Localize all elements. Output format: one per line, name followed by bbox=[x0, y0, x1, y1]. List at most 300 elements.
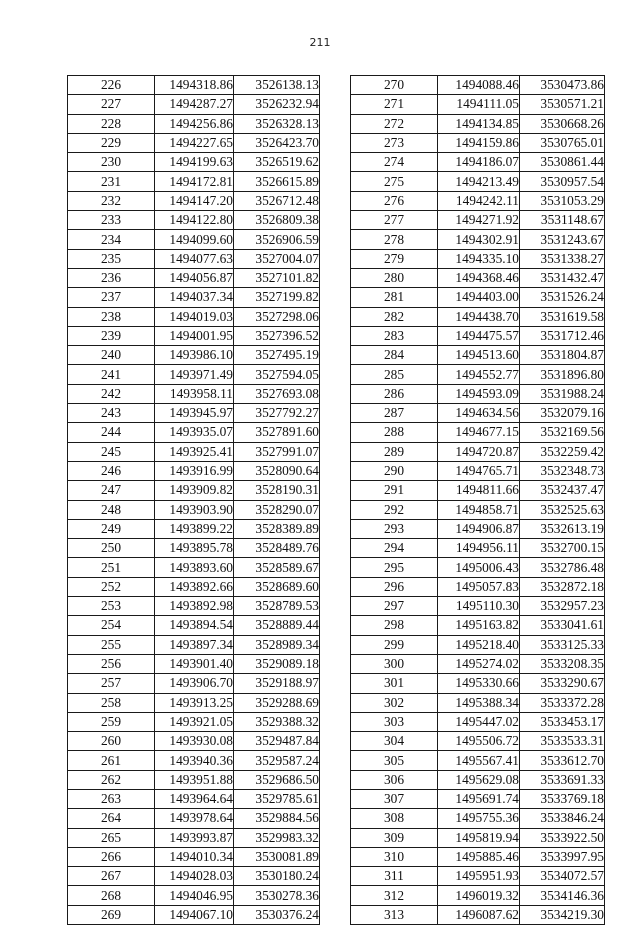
point-number-cell: 289 bbox=[351, 442, 438, 461]
point-number-cell: 272 bbox=[351, 114, 438, 133]
point-number-cell: 238 bbox=[68, 307, 155, 326]
y-coordinate-cell: 3529884.56 bbox=[234, 809, 320, 828]
y-coordinate-cell: 3526809.38 bbox=[234, 211, 320, 230]
table-row bbox=[68, 732, 320, 751]
point-number-cell: 268 bbox=[68, 886, 155, 905]
point-number-cell: 287 bbox=[351, 404, 438, 423]
x-coordinate-cell: 1494242.11 bbox=[438, 191, 520, 210]
table-row bbox=[68, 751, 320, 770]
table-row bbox=[351, 770, 605, 789]
y-coordinate-cell: 3532525.63 bbox=[520, 500, 605, 519]
coordinate-table-right bbox=[350, 75, 605, 925]
point-number-cell: 292 bbox=[351, 500, 438, 519]
x-coordinate-cell: 1493897.34 bbox=[155, 635, 234, 654]
table-row bbox=[351, 249, 605, 268]
y-coordinate-cell: 3531988.24 bbox=[520, 384, 605, 403]
point-number-cell: 303 bbox=[351, 712, 438, 731]
point-number-cell: 269 bbox=[68, 905, 155, 924]
x-coordinate-cell: 1495006.43 bbox=[438, 558, 520, 577]
point-number-cell: 226 bbox=[68, 76, 155, 95]
table-row bbox=[351, 519, 605, 538]
point-number-cell: 228 bbox=[68, 114, 155, 133]
point-number-cell: 243 bbox=[68, 404, 155, 423]
point-number-cell: 233 bbox=[68, 211, 155, 230]
table-row bbox=[351, 867, 605, 886]
table-row bbox=[68, 249, 320, 268]
y-coordinate-cell: 3530571.21 bbox=[520, 95, 605, 114]
y-coordinate-cell: 3533691.33 bbox=[520, 770, 605, 789]
x-coordinate-cell: 1493916.99 bbox=[155, 461, 234, 480]
x-coordinate-cell: 1493893.60 bbox=[155, 558, 234, 577]
table-row bbox=[351, 230, 605, 249]
y-coordinate-cell: 3528090.64 bbox=[234, 461, 320, 480]
x-coordinate-cell: 1494438.70 bbox=[438, 307, 520, 326]
y-coordinate-cell: 3532079.16 bbox=[520, 404, 605, 423]
point-number-cell: 257 bbox=[68, 674, 155, 693]
y-coordinate-cell: 3532700.15 bbox=[520, 539, 605, 558]
point-number-cell: 296 bbox=[351, 577, 438, 596]
y-coordinate-cell: 3526519.62 bbox=[234, 153, 320, 172]
point-number-cell: 307 bbox=[351, 789, 438, 808]
y-coordinate-cell: 3528190.31 bbox=[234, 481, 320, 500]
y-coordinate-cell: 3531243.67 bbox=[520, 230, 605, 249]
table-row bbox=[351, 732, 605, 751]
x-coordinate-cell: 1494088.46 bbox=[438, 76, 520, 95]
point-number-cell: 230 bbox=[68, 153, 155, 172]
x-coordinate-cell: 1493909.82 bbox=[155, 481, 234, 500]
table-row bbox=[68, 809, 320, 828]
table-row bbox=[68, 423, 320, 442]
table-row bbox=[351, 828, 605, 847]
point-number-cell: 258 bbox=[68, 693, 155, 712]
table-row bbox=[351, 346, 605, 365]
x-coordinate-cell: 1494368.46 bbox=[438, 268, 520, 287]
point-number-cell: 275 bbox=[351, 172, 438, 191]
y-coordinate-cell: 3534072.57 bbox=[520, 867, 605, 886]
table-row bbox=[68, 384, 320, 403]
table-row bbox=[351, 288, 605, 307]
table-row bbox=[351, 597, 605, 616]
table-row bbox=[351, 905, 605, 924]
x-coordinate-cell: 1495885.46 bbox=[438, 847, 520, 866]
table-row bbox=[351, 635, 605, 654]
y-coordinate-cell: 3529288.69 bbox=[234, 693, 320, 712]
y-coordinate-cell: 3532872.18 bbox=[520, 577, 605, 596]
y-coordinate-cell: 3527298.06 bbox=[234, 307, 320, 326]
y-coordinate-cell: 3526906.59 bbox=[234, 230, 320, 249]
page-number: 211 bbox=[309, 36, 331, 49]
table-row bbox=[68, 886, 320, 905]
x-coordinate-cell: 1494213.49 bbox=[438, 172, 520, 191]
point-number-cell: 255 bbox=[68, 635, 155, 654]
y-coordinate-cell: 3533612.70 bbox=[520, 751, 605, 770]
y-coordinate-cell: 3528889.44 bbox=[234, 616, 320, 635]
x-coordinate-cell: 1494111.05 bbox=[438, 95, 520, 114]
x-coordinate-cell: 1495691.74 bbox=[438, 789, 520, 808]
y-coordinate-cell: 3529487.84 bbox=[234, 732, 320, 751]
y-coordinate-cell: 3528389.89 bbox=[234, 519, 320, 538]
point-number-cell: 293 bbox=[351, 519, 438, 538]
point-number-cell: 299 bbox=[351, 635, 438, 654]
x-coordinate-cell: 1493921.05 bbox=[155, 712, 234, 731]
y-coordinate-cell: 3526232.94 bbox=[234, 95, 320, 114]
x-coordinate-cell: 1494513.60 bbox=[438, 346, 520, 365]
y-coordinate-cell: 3531804.87 bbox=[520, 346, 605, 365]
x-coordinate-cell: 1494677.15 bbox=[438, 423, 520, 442]
y-coordinate-cell: 3534146.36 bbox=[520, 886, 605, 905]
table-row bbox=[351, 268, 605, 287]
x-coordinate-cell: 1494858.71 bbox=[438, 500, 520, 519]
x-coordinate-cell: 1495388.34 bbox=[438, 693, 520, 712]
point-number-cell: 240 bbox=[68, 346, 155, 365]
point-number-cell: 247 bbox=[68, 481, 155, 500]
y-coordinate-cell: 3527495.19 bbox=[234, 346, 320, 365]
table-row bbox=[68, 461, 320, 480]
point-number-cell: 300 bbox=[351, 654, 438, 673]
x-coordinate-cell: 1493892.98 bbox=[155, 597, 234, 616]
x-coordinate-cell: 1493945.97 bbox=[155, 404, 234, 423]
table-row bbox=[351, 500, 605, 519]
point-number-cell: 229 bbox=[68, 133, 155, 152]
x-coordinate-cell: 1494765.71 bbox=[438, 461, 520, 480]
point-number-cell: 239 bbox=[68, 326, 155, 345]
y-coordinate-cell: 3532169.56 bbox=[520, 423, 605, 442]
x-coordinate-cell: 1494593.09 bbox=[438, 384, 520, 403]
table-row bbox=[68, 133, 320, 152]
table-row bbox=[351, 674, 605, 693]
y-coordinate-cell: 3533290.67 bbox=[520, 674, 605, 693]
table-row bbox=[351, 809, 605, 828]
y-coordinate-cell: 3531148.67 bbox=[520, 211, 605, 230]
y-coordinate-cell: 3529388.32 bbox=[234, 712, 320, 731]
point-number-cell: 261 bbox=[68, 751, 155, 770]
x-coordinate-cell: 1495110.30 bbox=[438, 597, 520, 616]
point-number-cell: 267 bbox=[68, 867, 155, 886]
x-coordinate-cell: 1494046.95 bbox=[155, 886, 234, 905]
y-coordinate-cell: 3532437.47 bbox=[520, 481, 605, 500]
x-coordinate-cell: 1494271.92 bbox=[438, 211, 520, 230]
y-coordinate-cell: 3526423.70 bbox=[234, 133, 320, 152]
table-row bbox=[351, 442, 605, 461]
x-coordinate-cell: 1494403.00 bbox=[438, 288, 520, 307]
table-row bbox=[351, 577, 605, 596]
x-coordinate-cell: 1495274.02 bbox=[438, 654, 520, 673]
table-row bbox=[68, 288, 320, 307]
table-row bbox=[68, 500, 320, 519]
table-row bbox=[68, 404, 320, 423]
table-row bbox=[68, 558, 320, 577]
x-coordinate-cell: 1494037.34 bbox=[155, 288, 234, 307]
y-coordinate-cell: 3526328.13 bbox=[234, 114, 320, 133]
point-number-cell: 260 bbox=[68, 732, 155, 751]
y-coordinate-cell: 3530861.44 bbox=[520, 153, 605, 172]
table-row bbox=[68, 693, 320, 712]
table-row bbox=[351, 384, 605, 403]
y-coordinate-cell: 3533041.61 bbox=[520, 616, 605, 635]
y-coordinate-cell: 3532348.73 bbox=[520, 461, 605, 480]
y-coordinate-cell: 3527891.60 bbox=[234, 423, 320, 442]
table-row bbox=[351, 365, 605, 384]
point-number-cell: 305 bbox=[351, 751, 438, 770]
x-coordinate-cell: 1493894.54 bbox=[155, 616, 234, 635]
x-coordinate-cell: 1495330.66 bbox=[438, 674, 520, 693]
point-number-cell: 263 bbox=[68, 789, 155, 808]
y-coordinate-cell: 3531619.58 bbox=[520, 307, 605, 326]
point-number-cell: 264 bbox=[68, 809, 155, 828]
x-coordinate-cell: 1494056.87 bbox=[155, 268, 234, 287]
x-coordinate-cell: 1493901.40 bbox=[155, 654, 234, 673]
point-number-cell: 284 bbox=[351, 346, 438, 365]
table-row bbox=[68, 519, 320, 538]
y-coordinate-cell: 3528290.07 bbox=[234, 500, 320, 519]
table-row bbox=[68, 674, 320, 693]
point-number-cell: 290 bbox=[351, 461, 438, 480]
table-row bbox=[68, 114, 320, 133]
x-coordinate-cell: 1493971.49 bbox=[155, 365, 234, 384]
table-row bbox=[351, 191, 605, 210]
x-coordinate-cell: 1495218.40 bbox=[438, 635, 520, 654]
y-coordinate-cell: 3528489.76 bbox=[234, 539, 320, 558]
y-coordinate-cell: 3529089.18 bbox=[234, 654, 320, 673]
point-number-cell: 270 bbox=[351, 76, 438, 95]
y-coordinate-cell: 3528689.60 bbox=[234, 577, 320, 596]
point-number-cell: 282 bbox=[351, 307, 438, 326]
point-number-cell: 286 bbox=[351, 384, 438, 403]
table-row bbox=[351, 153, 605, 172]
point-number-cell: 312 bbox=[351, 886, 438, 905]
x-coordinate-cell: 1494956.11 bbox=[438, 539, 520, 558]
table-row bbox=[351, 423, 605, 442]
table-row bbox=[68, 847, 320, 866]
point-number-cell: 280 bbox=[351, 268, 438, 287]
point-number-cell: 242 bbox=[68, 384, 155, 403]
y-coordinate-cell: 3533533.31 bbox=[520, 732, 605, 751]
table-row bbox=[68, 654, 320, 673]
table-row bbox=[68, 172, 320, 191]
x-coordinate-cell: 1493993.87 bbox=[155, 828, 234, 847]
table-row bbox=[351, 789, 605, 808]
x-coordinate-cell: 1494318.86 bbox=[155, 76, 234, 95]
y-coordinate-cell: 3534219.30 bbox=[520, 905, 605, 924]
x-coordinate-cell: 1493986.10 bbox=[155, 346, 234, 365]
x-coordinate-cell: 1494475.57 bbox=[438, 326, 520, 345]
point-number-cell: 236 bbox=[68, 268, 155, 287]
point-number-cell: 265 bbox=[68, 828, 155, 847]
y-coordinate-cell: 3529785.61 bbox=[234, 789, 320, 808]
table-row bbox=[351, 654, 605, 673]
y-coordinate-cell: 3527792.27 bbox=[234, 404, 320, 423]
table-row bbox=[351, 307, 605, 326]
table-row bbox=[351, 76, 605, 95]
x-coordinate-cell: 1494552.77 bbox=[438, 365, 520, 384]
point-number-cell: 304 bbox=[351, 732, 438, 751]
x-coordinate-cell: 1495629.08 bbox=[438, 770, 520, 789]
point-number-cell: 256 bbox=[68, 654, 155, 673]
point-number-cell: 313 bbox=[351, 905, 438, 924]
point-number-cell: 234 bbox=[68, 230, 155, 249]
point-number-cell: 231 bbox=[68, 172, 155, 191]
point-number-cell: 237 bbox=[68, 288, 155, 307]
table-row bbox=[68, 905, 320, 924]
x-coordinate-cell: 1493930.08 bbox=[155, 732, 234, 751]
y-coordinate-cell: 3528789.53 bbox=[234, 597, 320, 616]
point-number-cell: 271 bbox=[351, 95, 438, 114]
x-coordinate-cell: 1494199.63 bbox=[155, 153, 234, 172]
point-number-cell: 246 bbox=[68, 461, 155, 480]
y-coordinate-cell: 3530180.24 bbox=[234, 867, 320, 886]
point-number-cell: 241 bbox=[68, 365, 155, 384]
point-number-cell: 251 bbox=[68, 558, 155, 577]
x-coordinate-cell: 1493906.70 bbox=[155, 674, 234, 693]
y-coordinate-cell: 3530081.89 bbox=[234, 847, 320, 866]
table-row bbox=[68, 789, 320, 808]
point-number-cell: 254 bbox=[68, 616, 155, 635]
table-row bbox=[68, 191, 320, 210]
point-number-cell: 279 bbox=[351, 249, 438, 268]
x-coordinate-cell: 1493892.66 bbox=[155, 577, 234, 596]
point-number-cell: 273 bbox=[351, 133, 438, 152]
table-row bbox=[68, 211, 320, 230]
table-row bbox=[68, 539, 320, 558]
x-coordinate-cell: 1495506.72 bbox=[438, 732, 520, 751]
point-number-cell: 259 bbox=[68, 712, 155, 731]
coordinate-table-left bbox=[67, 75, 320, 925]
y-coordinate-cell: 3529188.97 bbox=[234, 674, 320, 693]
x-coordinate-cell: 1494134.85 bbox=[438, 114, 520, 133]
table-row bbox=[68, 481, 320, 500]
y-coordinate-cell: 3533372.28 bbox=[520, 693, 605, 712]
point-number-cell: 249 bbox=[68, 519, 155, 538]
table-row bbox=[351, 95, 605, 114]
table-row bbox=[351, 172, 605, 191]
y-coordinate-cell: 3529587.24 bbox=[234, 751, 320, 770]
y-coordinate-cell: 3533846.24 bbox=[520, 809, 605, 828]
x-coordinate-cell: 1493951.88 bbox=[155, 770, 234, 789]
x-coordinate-cell: 1494099.60 bbox=[155, 230, 234, 249]
y-coordinate-cell: 3526712.48 bbox=[234, 191, 320, 210]
y-coordinate-cell: 3530278.36 bbox=[234, 886, 320, 905]
x-coordinate-cell: 1495819.94 bbox=[438, 828, 520, 847]
y-coordinate-cell: 3529686.50 bbox=[234, 770, 320, 789]
point-number-cell: 252 bbox=[68, 577, 155, 596]
x-coordinate-cell: 1494634.56 bbox=[438, 404, 520, 423]
point-number-cell: 245 bbox=[68, 442, 155, 461]
y-coordinate-cell: 3528589.67 bbox=[234, 558, 320, 577]
table-row bbox=[351, 133, 605, 152]
x-coordinate-cell: 1495951.93 bbox=[438, 867, 520, 886]
y-coordinate-cell: 3527396.52 bbox=[234, 326, 320, 345]
x-coordinate-cell: 1494186.07 bbox=[438, 153, 520, 172]
table-row bbox=[68, 307, 320, 326]
table-row bbox=[351, 712, 605, 731]
table-row bbox=[68, 153, 320, 172]
point-number-cell: 281 bbox=[351, 288, 438, 307]
y-coordinate-cell: 3527199.82 bbox=[234, 288, 320, 307]
point-number-cell: 297 bbox=[351, 597, 438, 616]
y-coordinate-cell: 3531712.46 bbox=[520, 326, 605, 345]
table-row bbox=[68, 867, 320, 886]
y-coordinate-cell: 3529983.32 bbox=[234, 828, 320, 847]
y-coordinate-cell: 3531432.47 bbox=[520, 268, 605, 287]
table-row bbox=[68, 365, 320, 384]
point-number-cell: 310 bbox=[351, 847, 438, 866]
point-number-cell: 295 bbox=[351, 558, 438, 577]
x-coordinate-cell: 1494811.66 bbox=[438, 481, 520, 500]
point-number-cell: 232 bbox=[68, 191, 155, 210]
y-coordinate-cell: 3533997.95 bbox=[520, 847, 605, 866]
x-coordinate-cell: 1494256.86 bbox=[155, 114, 234, 133]
y-coordinate-cell: 3530765.01 bbox=[520, 133, 605, 152]
table-row bbox=[68, 326, 320, 345]
x-coordinate-cell: 1496087.62 bbox=[438, 905, 520, 924]
y-coordinate-cell: 3526615.89 bbox=[234, 172, 320, 191]
x-coordinate-cell: 1494019.03 bbox=[155, 307, 234, 326]
y-coordinate-cell: 3528989.34 bbox=[234, 635, 320, 654]
x-coordinate-cell: 1494010.34 bbox=[155, 847, 234, 866]
x-coordinate-cell: 1493958.11 bbox=[155, 384, 234, 403]
point-number-cell: 308 bbox=[351, 809, 438, 828]
table-row bbox=[351, 751, 605, 770]
x-coordinate-cell: 1494335.10 bbox=[438, 249, 520, 268]
y-coordinate-cell: 3530473.86 bbox=[520, 76, 605, 95]
x-coordinate-cell: 1494302.91 bbox=[438, 230, 520, 249]
table-row bbox=[68, 635, 320, 654]
point-number-cell: 288 bbox=[351, 423, 438, 442]
y-coordinate-cell: 3527594.05 bbox=[234, 365, 320, 384]
y-coordinate-cell: 3532613.19 bbox=[520, 519, 605, 538]
y-coordinate-cell: 3530376.24 bbox=[234, 905, 320, 924]
x-coordinate-cell: 1495057.83 bbox=[438, 577, 520, 596]
table-row bbox=[68, 616, 320, 635]
table-row bbox=[351, 693, 605, 712]
x-coordinate-cell: 1493940.36 bbox=[155, 751, 234, 770]
x-coordinate-cell: 1495567.41 bbox=[438, 751, 520, 770]
point-number-cell: 291 bbox=[351, 481, 438, 500]
y-coordinate-cell: 3531896.80 bbox=[520, 365, 605, 384]
table-row bbox=[351, 404, 605, 423]
x-coordinate-cell: 1494001.95 bbox=[155, 326, 234, 345]
x-coordinate-cell: 1494028.03 bbox=[155, 867, 234, 886]
table-row bbox=[68, 828, 320, 847]
point-number-cell: 278 bbox=[351, 230, 438, 249]
point-number-cell: 274 bbox=[351, 153, 438, 172]
point-number-cell: 227 bbox=[68, 95, 155, 114]
y-coordinate-cell: 3532786.48 bbox=[520, 558, 605, 577]
table-row bbox=[68, 442, 320, 461]
point-number-cell: 294 bbox=[351, 539, 438, 558]
point-number-cell: 253 bbox=[68, 597, 155, 616]
table-row bbox=[351, 481, 605, 500]
y-coordinate-cell: 3533453.17 bbox=[520, 712, 605, 731]
point-number-cell: 309 bbox=[351, 828, 438, 847]
y-coordinate-cell: 3533208.35 bbox=[520, 654, 605, 673]
table-row bbox=[68, 577, 320, 596]
y-coordinate-cell: 3526138.13 bbox=[234, 76, 320, 95]
table-row bbox=[68, 268, 320, 287]
table-row bbox=[351, 326, 605, 345]
table-row bbox=[351, 558, 605, 577]
x-coordinate-cell: 1493925.41 bbox=[155, 442, 234, 461]
point-number-cell: 298 bbox=[351, 616, 438, 635]
x-coordinate-cell: 1493978.64 bbox=[155, 809, 234, 828]
y-coordinate-cell: 3527991.07 bbox=[234, 442, 320, 461]
y-coordinate-cell: 3530668.26 bbox=[520, 114, 605, 133]
point-number-cell: 306 bbox=[351, 770, 438, 789]
x-coordinate-cell: 1494077.63 bbox=[155, 249, 234, 268]
x-coordinate-cell: 1493903.90 bbox=[155, 500, 234, 519]
table-row bbox=[351, 461, 605, 480]
point-number-cell: 302 bbox=[351, 693, 438, 712]
